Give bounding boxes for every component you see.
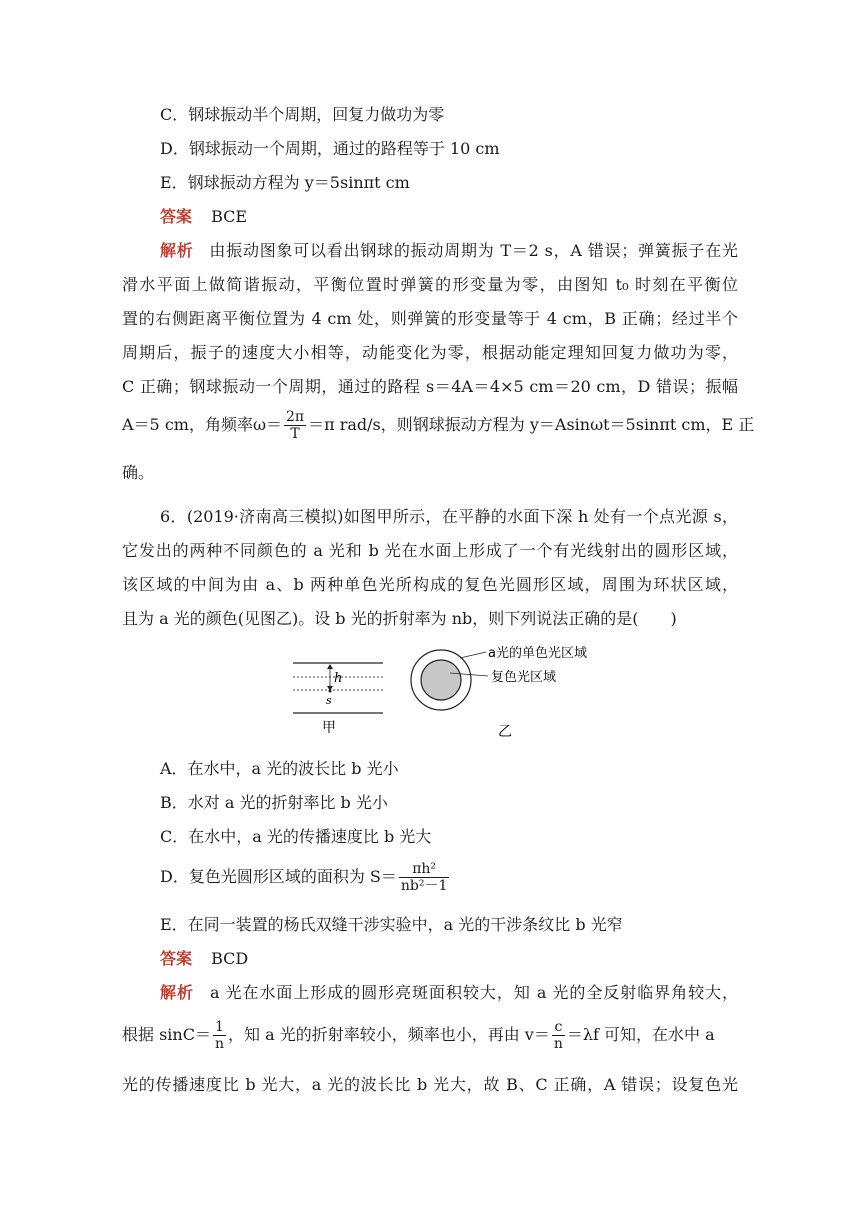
answer-label: 答案 bbox=[160, 207, 193, 226]
q6-stem-line-4: 且为 a 光的颜色(见图乙)。设 b 光的折射率为 nb，则下列说法正确的是( ) bbox=[122, 609, 677, 628]
q6-answer bbox=[160, 948, 776, 970]
q6-option-e: E．在同一装置的杨氏双缝干涉实验中，a 光的干涉条纹比 b 光窄 bbox=[160, 915, 623, 934]
label-h: h bbox=[334, 671, 343, 686]
q5-option-e: E．钢球振动方程为 y＝5sinπt cm bbox=[160, 173, 410, 192]
label-mixed-region: 复色光区域 bbox=[491, 670, 557, 685]
q6-option-b: B．水对 a 光的折射率比 b 光小 bbox=[160, 793, 388, 812]
answer-label: 答案 bbox=[160, 949, 193, 968]
q6-stem-line-2: 它发出的两种不同颜色的 a 光和 b 光在水面上形成了一个有光线射出的圆形区域， bbox=[122, 541, 738, 560]
label-a-region: a光的单色光区域 bbox=[488, 646, 587, 661]
q5-analysis-line-4: 周期后，振子的速度大小相等，动能变化为零，根据动能定理知回复力做功为零， bbox=[122, 343, 738, 362]
analysis-label: 解析 bbox=[160, 983, 194, 1002]
q5-analysis-line-7: 确。 bbox=[122, 463, 155, 482]
answer-value: BCE bbox=[211, 207, 248, 226]
q6-figure bbox=[290, 640, 620, 740]
point-source bbox=[329, 690, 332, 693]
answer-value: BCD bbox=[211, 949, 249, 968]
leader-line-a bbox=[460, 652, 486, 658]
q6-analysis-line-1: 解析 a 光在水面上形成的圆形亮斑面积较大，知 a 光的全反射临界角较大， bbox=[160, 983, 738, 1002]
label-s: s bbox=[326, 694, 332, 707]
analysis-label: 解析 bbox=[160, 241, 194, 260]
fraction-sinc: $\frac{1}{n}$ bbox=[214, 1019, 224, 1052]
label-jia: 甲 bbox=[322, 720, 336, 736]
label-yi: 乙 bbox=[498, 724, 512, 740]
q5-analysis-line-5: C 正确；钢球振动一个周期，通过的路程 s＝4A＝4×5 cm＝20 cm，D 错误；振幅 bbox=[122, 377, 738, 396]
q6-option-c: C．在水中，a 光的传播速度比 b 光大 bbox=[160, 827, 432, 846]
fraction-velocity: $\frac{c}{n}$ bbox=[553, 1019, 563, 1052]
arrow-head-up bbox=[327, 664, 333, 669]
inner-disk bbox=[421, 660, 461, 700]
q6-stem-line-1: 6．(2019·济南高三模拟)如图甲所示，在平静的水面下深 h 处有一个点光源 s， bbox=[160, 507, 738, 526]
q5-analysis-line-1: 解析 由振动图象可以看出钢球的振动周期为 T＝2 s，A 错误；弹簧振子在光 bbox=[160, 241, 738, 260]
q5-analysis-line-2: 滑水平面上做简谐振动，平衡位置时弹簧的形变量为零，由图知 t₀ 时刻在平衡位 bbox=[122, 275, 738, 294]
q5-option-d: D．钢球振动一个周期，通过的路程等于 10 cm bbox=[160, 139, 500, 158]
q5-analysis-line-3: 置的右侧距离平衡位置为 4 cm 处，则弹簧的形变量等于 4 cm，B 正确；经过半个 bbox=[122, 309, 738, 328]
q5-option-c: C．钢球振动半个周期，回复力做功为零 bbox=[160, 105, 445, 124]
q6-stem-line-3: 该区域的中间为由 a、b 两种单色光所构成的复色光圆形区域，周围为环状区域， bbox=[122, 575, 738, 594]
q6-option-d: D．复色光圆形区域的面积为 S＝ $\frac{\text{πh²}}{\text{nb²－1}}$ bbox=[160, 861, 448, 894]
q6-analysis-line-3: 光的传播速度比 b 光大，a 光的波长比 b 光大，故 B、C 正确，A 错误；设复色光 bbox=[122, 1075, 738, 1094]
q6-analysis-line-2: 根据 sinC＝ $\frac{1}{n}$ ，知 a 光的折射率较小，频率也小，再由 v＝ $\frac{c}{n}$ ＝λf 可知，在水中 a bbox=[122, 1019, 715, 1052]
fraction-omega: $\frac{2\pi}{T}$ bbox=[286, 409, 305, 442]
q6-option-a: A．在水中，a 光的波长比 b 光小 bbox=[160, 759, 399, 778]
q5-answer bbox=[160, 206, 776, 228]
q5-analysis-line-6: A＝5 cm，角频率ω＝ $\frac{2\pi}{T}$ ＝π rad/s，则钢球振动方程为 y＝Asinωt＝5sinπt cm，E 正 bbox=[122, 409, 755, 442]
fraction-area: $\frac{\text{πh²}}{\text{nb²－1}}$ bbox=[400, 861, 448, 894]
